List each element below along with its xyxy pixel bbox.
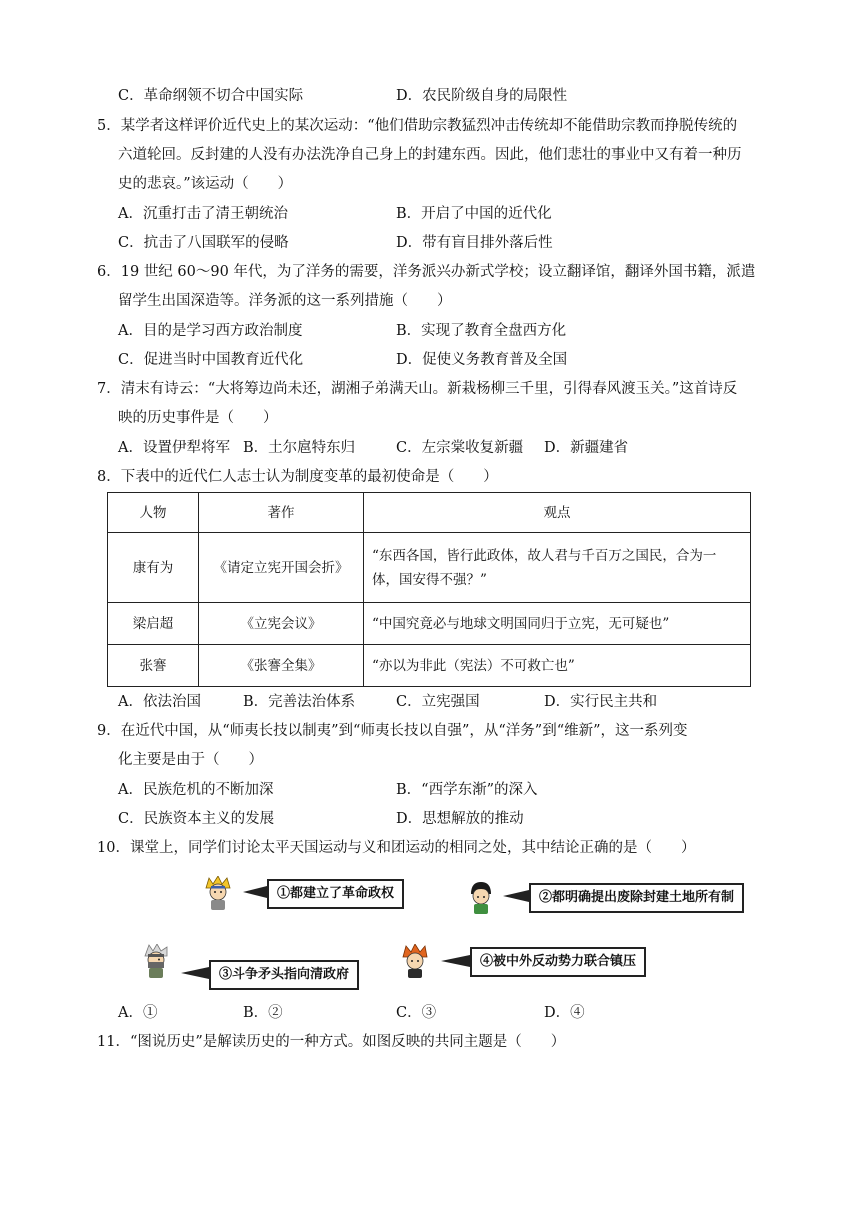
q7-option-d: D．新疆建省 (544, 440, 629, 456)
q5-option-d: D．带有盲目排外落后性 (396, 235, 553, 251)
q5-option-a: A．沉重打击了清王朝统治 (118, 206, 288, 222)
table-cell: 《请定立宪开国会折》 (199, 533, 364, 603)
q8-option-b: B．完善法治体系 (243, 694, 356, 710)
q10-option-b: B．② (243, 1005, 283, 1021)
table-row (108, 645, 751, 687)
q7-stem-line-2: 映的历史事件是（ ） (118, 410, 278, 426)
q5-stem-line-2: 六道轮回。反封建的人没有办法洗净自己身上的封建东西。因此，他们悲壮的事业中又有着一种历 (118, 147, 742, 163)
q8-table (107, 492, 751, 687)
q6-option-a: A．目的是学习西方政治制度 (118, 323, 303, 339)
bubble-tail (181, 967, 209, 979)
q7-option-c: C．左宗棠收复新疆 (396, 440, 524, 456)
q11-stem: 11．“图说历史”是解读历史的一种方式。如图反映的共同主题是（ ） (97, 1034, 566, 1050)
table-cell: 《张謇全集》 (199, 645, 364, 687)
table-header: 观点 (364, 493, 751, 533)
student-avatar-icon (203, 876, 233, 910)
table-cell: 康有为 (108, 533, 199, 603)
bubble-tail (243, 886, 267, 898)
table-cell: 张謇 (108, 645, 199, 687)
bubble-tail (503, 890, 529, 902)
q4-option-c: C．革命纲领不切合中国实际 (118, 88, 304, 104)
table-cell: “亦以为非此（宪法）不可救亡也” (364, 645, 751, 687)
table-cell: 《立宪会议》 (199, 603, 364, 645)
q6-option-d: D．促使义务教育普及全国 (396, 352, 568, 368)
q9-option-a: A．民族危机的不断加深 (118, 782, 274, 798)
student-avatar-icon (141, 944, 171, 978)
statement-bubble-3: ③斗争矛头指向清政府 (209, 960, 359, 990)
table-cell: “中国究竟必与地球文明国同归于立宪，无可疑也” (364, 603, 751, 645)
q5-stem-line-3: 史的悲哀。”该运动（ ） (118, 176, 293, 192)
table-row (108, 603, 751, 645)
q5-stem-line-1: 5．某学者这样评价近代史上的某次运动：“他们借助宗教猛烈冲击传统却不能借助宗教而挣脱传统的 (97, 118, 738, 134)
statement-bubble-2: ②都明确提出废除封建土地所有制 (529, 883, 744, 913)
q9-stem-line-2: 化主要是由于（ ） (118, 752, 263, 768)
q6-stem-line-2: 留学生出国深造等。洋务派的这一系列措施（ ） (118, 293, 452, 309)
q9-option-c: C．民族资本主义的发展 (118, 811, 275, 827)
bubble-tail (441, 955, 470, 967)
q9-stem-line-1: 9．在近代中国，从“师夷长技以制夷”到“师夷长技以自强”，从“洋务”到“维新”，这一系列变 (97, 723, 688, 739)
q5-option-b: B．开启了中国的近代化 (396, 206, 552, 222)
q9-option-d: D．思想解放的推动 (396, 811, 524, 827)
q10-option-c: C．③ (396, 1005, 437, 1021)
q10-stem: 10．课堂上，同学们讨论太平天国运动与义和团运动的相同之处，其中结论正确的是（ ） (97, 840, 696, 856)
table-cell: 梁启超 (108, 603, 199, 645)
table-cell: “东西各国，皆行此政体，故人君与千百万之国民，合为一体，国安得不强？” (364, 533, 751, 603)
statement-bubble-4: ④被中外反动势力联合镇压 (470, 947, 646, 977)
q8-option-c: C．立宪强国 (396, 694, 480, 710)
statement-bubble-1: ①都建立了革命政权 (267, 879, 404, 909)
q4-option-d: D．农民阶级自身的局限性 (396, 88, 568, 104)
q6-option-c: C．促进当时中国教育近代化 (118, 352, 304, 368)
q10-option-d: D．④ (544, 1005, 585, 1021)
q5-option-c: C．抗击了八国联军的侵略 (118, 235, 289, 251)
table-header-row (108, 493, 751, 533)
q7-option-b: B．土尔扈特东归 (243, 440, 356, 456)
q7-option-a: A．设置伊犁将军 (118, 440, 230, 456)
table-header: 人物 (108, 493, 199, 533)
q6-option-b: B．实现了教育全盘西方化 (396, 323, 567, 339)
q10-option-a: A．① (118, 1005, 158, 1021)
q6-stem-line-1: 6．19 世纪 60～90 年代，为了洋务的需要，洋务派兴办新式学校；设立翻译馆，翻译外国书籍，派遣 (97, 264, 756, 280)
q8-option-d: D．实行民主共和 (544, 694, 658, 710)
q7-stem-line-1: 7．清末有诗云：“大将筹边尚未还，湖湘子弟满天山。新栽杨柳三千里，引得春风渡玉关。”这首诗反 (97, 381, 738, 397)
student-avatar-icon (466, 880, 496, 914)
table-header: 著作 (199, 493, 364, 533)
table-row (108, 533, 751, 603)
q8-option-a: A．依法治国 (118, 694, 201, 710)
q8-stem: 8．下表中的近代仁人志士认为制度变革的最初使命是（ ） (97, 469, 498, 485)
student-avatar-icon (400, 944, 430, 978)
q9-option-b: B．“西学东渐”的深入 (396, 782, 538, 798)
